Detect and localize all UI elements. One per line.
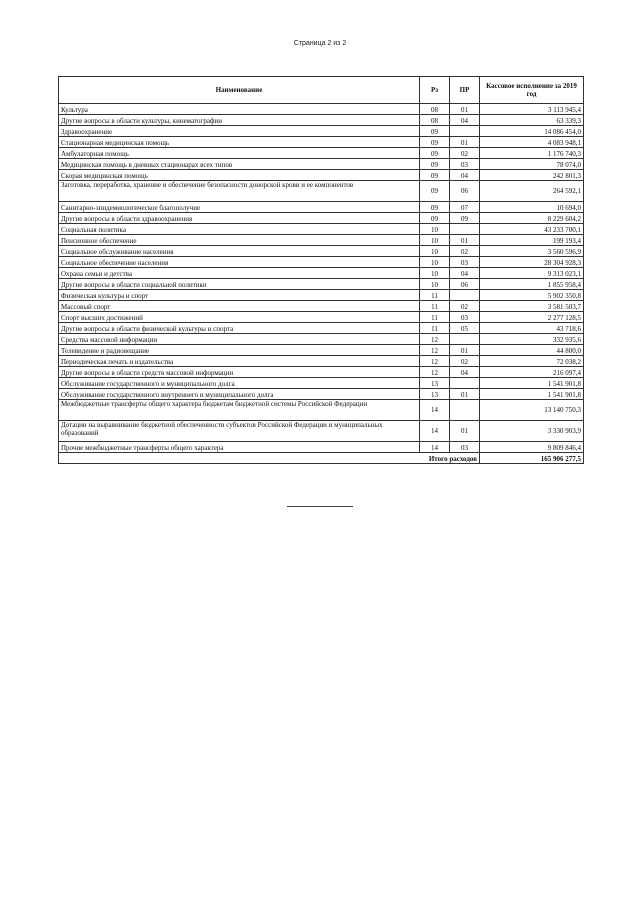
row-pr: 03 bbox=[450, 159, 480, 170]
row-pr: 02 bbox=[450, 301, 480, 312]
row-sum: 216 097,4 bbox=[480, 367, 584, 378]
row-sum: 9 809 846,4 bbox=[480, 442, 584, 453]
row-rz: 13 bbox=[420, 389, 450, 400]
table-row bbox=[59, 148, 584, 159]
table-row bbox=[59, 389, 584, 400]
row-name: Амбулаторная помощь bbox=[59, 148, 420, 159]
row-rz: 11 bbox=[420, 323, 450, 334]
row-sum: 3 113 945,4 bbox=[480, 104, 584, 115]
table-row bbox=[59, 400, 584, 421]
row-pr bbox=[450, 224, 480, 235]
row-sum: 3 560 596,9 bbox=[480, 246, 584, 257]
table-row bbox=[59, 257, 584, 268]
row-name: Периодическая печать и издательства bbox=[59, 356, 420, 367]
row-rz: 12 bbox=[420, 334, 450, 345]
row-name: Санитарно-эпидемиологическое благополучие bbox=[59, 202, 420, 213]
row-sum: 1 176 740,3 bbox=[480, 148, 584, 159]
table-row bbox=[59, 268, 584, 279]
table-row bbox=[59, 356, 584, 367]
total-label: Итого расходов bbox=[59, 453, 480, 464]
row-pr: 02 bbox=[450, 246, 480, 257]
row-name: Дотации на выравнивание бюджетной обеспеченности субъектов Российской Федерации и муниципальных образований bbox=[59, 421, 420, 442]
row-name: Скорая медицинская помощь bbox=[59, 170, 420, 181]
row-rz: 09 bbox=[420, 170, 450, 181]
table-row bbox=[59, 421, 584, 442]
row-rz: 09 bbox=[420, 137, 450, 148]
row-rz: 08 bbox=[420, 115, 450, 126]
header-sum: Кассовое исполнение за 2019 год bbox=[480, 77, 584, 104]
row-sum: 44 800,0 bbox=[480, 345, 584, 356]
row-sum: 3 581 503,7 bbox=[480, 301, 584, 312]
row-name: Культура bbox=[59, 104, 420, 115]
table-row bbox=[59, 367, 584, 378]
row-name: Социальное обслуживание населения bbox=[59, 246, 420, 257]
row-name: Другие вопросы в области физической культуры и спорта bbox=[59, 323, 420, 334]
row-sum: 1 855 958,4 bbox=[480, 279, 584, 290]
row-pr: 04 bbox=[450, 170, 480, 181]
row-sum: 43 718,6 bbox=[480, 323, 584, 334]
row-name: Спорт высших достижений bbox=[59, 312, 420, 323]
row-sum: 13 140 750,3 bbox=[480, 400, 584, 421]
table-row bbox=[59, 312, 584, 323]
row-rz: 12 bbox=[420, 367, 450, 378]
row-sum: 43 233 700,1 bbox=[480, 224, 584, 235]
row-pr bbox=[450, 378, 480, 389]
row-rz: 09 bbox=[420, 126, 450, 137]
row-pr: 01 bbox=[450, 104, 480, 115]
row-rz: 10 bbox=[420, 246, 450, 257]
table-row bbox=[59, 104, 584, 115]
table-row bbox=[59, 334, 584, 345]
row-pr: 03 bbox=[450, 442, 480, 453]
row-rz: 10 bbox=[420, 224, 450, 235]
page-number-header: Страница 2 из 2 bbox=[293, 40, 347, 47]
row-pr bbox=[450, 290, 480, 301]
row-sum: 14 086 454,0 bbox=[480, 126, 584, 137]
row-name: Межбюджетные трансферты общего характера бюджетам бюджетной системы Российской Федерации bbox=[59, 400, 420, 421]
row-rz: 09 bbox=[420, 181, 450, 202]
row-sum: 8 229 604,2 bbox=[480, 213, 584, 224]
row-name: Другие вопросы в области социальной политики bbox=[59, 279, 420, 290]
row-pr: 05 bbox=[450, 323, 480, 334]
row-rz: 10 bbox=[420, 268, 450, 279]
row-rz: 14 bbox=[420, 421, 450, 442]
table-row bbox=[59, 290, 584, 301]
row-sum: 4 083 948,1 bbox=[480, 137, 584, 148]
row-rz: 10 bbox=[420, 235, 450, 246]
row-sum: 242 801,3 bbox=[480, 170, 584, 181]
row-pr: 02 bbox=[450, 148, 480, 159]
row-name: Средства массовой информации bbox=[59, 334, 420, 345]
table-row bbox=[59, 170, 584, 181]
row-pr: 04 bbox=[450, 115, 480, 126]
row-sum: 264 592,1 bbox=[480, 181, 584, 202]
row-rz: 10 bbox=[420, 279, 450, 290]
row-sum: 1 541 901,8 bbox=[480, 389, 584, 400]
row-name: Другие вопросы в области культуры, кинематографии bbox=[59, 115, 420, 126]
row-name: Здравоохранение bbox=[59, 126, 420, 137]
row-name: Социальное обеспечение населения bbox=[59, 257, 420, 268]
row-sum: 2 277 128,5 bbox=[480, 312, 584, 323]
row-rz: 10 bbox=[420, 257, 450, 268]
table-row bbox=[59, 115, 584, 126]
table-row bbox=[59, 301, 584, 312]
row-name: Массовый спорт bbox=[59, 301, 420, 312]
header-name: Наименование bbox=[59, 77, 420, 104]
row-sum: 5 902 350,8 bbox=[480, 290, 584, 301]
budget-execution-table bbox=[58, 76, 584, 464]
table-row bbox=[59, 323, 584, 334]
row-pr bbox=[450, 334, 480, 345]
table-row bbox=[59, 213, 584, 224]
row-pr: 04 bbox=[450, 268, 480, 279]
total-sum: 165 906 277,5 bbox=[480, 453, 584, 464]
row-pr: 06 bbox=[450, 181, 480, 202]
row-sum: 28 304 928,3 bbox=[480, 257, 584, 268]
footer-divider bbox=[287, 506, 353, 507]
row-rz: 14 bbox=[420, 442, 450, 453]
table-row bbox=[59, 137, 584, 148]
row-name: Социальная политика bbox=[59, 224, 420, 235]
table-row bbox=[59, 224, 584, 235]
row-name: Стационарная медицинская помощь bbox=[59, 137, 420, 148]
row-name: Телевидение и радиовещание bbox=[59, 345, 420, 356]
table-row bbox=[59, 442, 584, 453]
row-name: Физическая культура и спорт bbox=[59, 290, 420, 301]
row-name: Другие вопросы в области средств массовой информации bbox=[59, 367, 420, 378]
row-pr: 07 bbox=[450, 202, 480, 213]
table-row bbox=[59, 126, 584, 137]
row-name: Прочие межбюджетные трансферты общего характера bbox=[59, 442, 420, 453]
row-sum: 332 935,6 bbox=[480, 334, 584, 345]
row-pr bbox=[450, 126, 480, 137]
row-pr: 01 bbox=[450, 137, 480, 148]
row-pr: 03 bbox=[450, 312, 480, 323]
row-name: Охрана семьи и детства bbox=[59, 268, 420, 279]
row-name: Обслуживание государственного и муниципального долга bbox=[59, 378, 420, 389]
table-row bbox=[59, 235, 584, 246]
row-rz: 11 bbox=[420, 312, 450, 323]
total-row bbox=[59, 453, 584, 464]
row-pr: 09 bbox=[450, 213, 480, 224]
row-name: Медицинская помощь в дневных стационарах всех типов bbox=[59, 159, 420, 170]
table-row bbox=[59, 159, 584, 170]
row-pr: 01 bbox=[450, 345, 480, 356]
row-pr: 06 bbox=[450, 279, 480, 290]
table-body bbox=[59, 104, 584, 453]
row-sum: 63 339,3 bbox=[480, 115, 584, 126]
row-sum: 3 330 903,9 bbox=[480, 421, 584, 442]
row-rz: 12 bbox=[420, 356, 450, 367]
row-rz: 09 bbox=[420, 213, 450, 224]
table-row bbox=[59, 378, 584, 389]
row-rz: 09 bbox=[420, 148, 450, 159]
row-name: Другие вопросы в области здравоохранения bbox=[59, 213, 420, 224]
row-sum: 10 694,0 bbox=[480, 202, 584, 213]
row-pr: 01 bbox=[450, 235, 480, 246]
header-pr: ПР bbox=[450, 77, 480, 104]
row-rz: 11 bbox=[420, 290, 450, 301]
row-pr: 01 bbox=[450, 421, 480, 442]
table-row bbox=[59, 181, 584, 202]
row-rz: 08 bbox=[420, 104, 450, 115]
table-row bbox=[59, 345, 584, 356]
row-pr: 03 bbox=[450, 257, 480, 268]
row-rz: 09 bbox=[420, 159, 450, 170]
row-rz: 12 bbox=[420, 345, 450, 356]
row-name: Заготовка, переработка, хранение и обеспечение безопасности донорской крови и ее компонентов bbox=[59, 181, 420, 202]
row-sum: 199 193,4 bbox=[480, 235, 584, 246]
row-pr bbox=[450, 400, 480, 421]
row-rz: 13 bbox=[420, 378, 450, 389]
row-sum: 1 541 901,8 bbox=[480, 378, 584, 389]
row-pr: 01 bbox=[450, 389, 480, 400]
table-row bbox=[59, 246, 584, 257]
row-rz: 14 bbox=[420, 400, 450, 421]
row-sum: 72 038,2 bbox=[480, 356, 584, 367]
table-row bbox=[59, 279, 584, 290]
table-row bbox=[59, 202, 584, 213]
table-header-row bbox=[59, 77, 584, 104]
row-sum: 78 074,0 bbox=[480, 159, 584, 170]
header-rz: Рз bbox=[420, 77, 450, 104]
row-pr: 04 bbox=[450, 367, 480, 378]
row-rz: 11 bbox=[420, 301, 450, 312]
row-name: Пенсионное обеспечение bbox=[59, 235, 420, 246]
row-pr: 02 bbox=[450, 356, 480, 367]
row-name: Обслуживание государственного внутреннего и муниципального долга bbox=[59, 389, 420, 400]
row-rz: 09 bbox=[420, 202, 450, 213]
row-sum: 9 313 023,1 bbox=[480, 268, 584, 279]
